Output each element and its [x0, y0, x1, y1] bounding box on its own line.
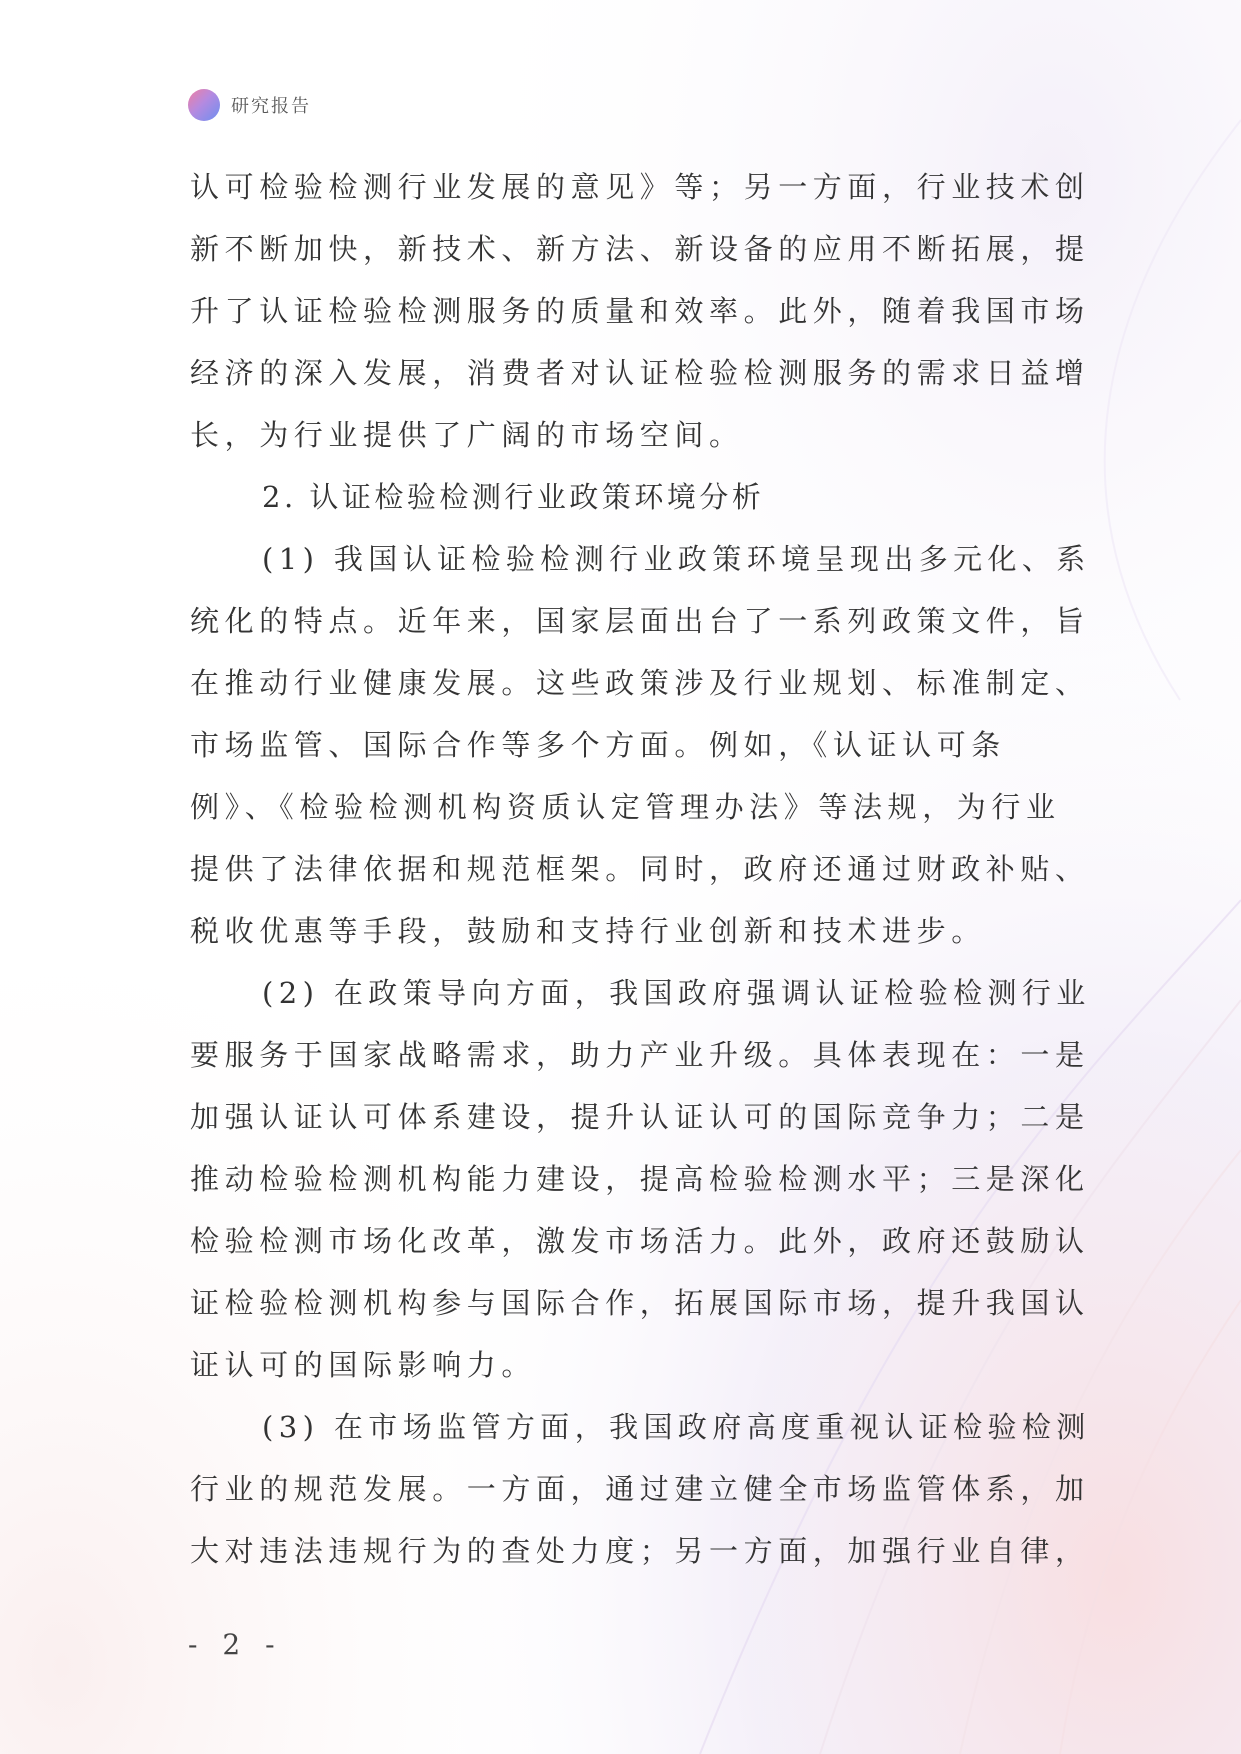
page-number: - 2 - — [188, 1628, 283, 1661]
text-line: 认可检验检测行业发展的意见》等；另一方面，行业技术创 — [190, 170, 1090, 204]
text-line: 大对违法违规行为的查处力度；另一方面，加强行业自律， — [190, 1534, 1090, 1568]
text-line: 税收优惠等手段，鼓励和支持行业创新和技术进步。 — [190, 914, 986, 948]
body-text — [190, 156, 1091, 1582]
text-line: 要服务于国家战略需求，助力产业升级。具体表现在：一是 — [190, 1038, 1090, 1072]
text-line: 行业的规范发展。一方面，通过建立健全市场监管体系，加 — [190, 1472, 1090, 1506]
text-line: 新不断加快，新技术、新方法、新设备的应用不断拓展，提 — [190, 232, 1090, 266]
paragraph-start: (2) 在政策导向方面，我国政府强调认证检验检测行业 — [262, 976, 1091, 1010]
text-line: 长，为行业提供了广阔的市场空间。 — [190, 418, 744, 452]
text-line: 在推动行业健康发展。这些政策涉及行业规划、标准制定、 — [190, 666, 1090, 700]
text-line: 加强认证认可体系建设，提升认证认可的国际竞争力；二是 — [190, 1100, 1090, 1134]
text-line: 统化的特点。近年来，国家层面出台了一系列政策文件，旨 — [190, 604, 1090, 638]
text-line: 提供了法律依据和规范框架。同时，政府还通过财政补贴、 — [190, 852, 1090, 886]
text-line: 证检验检测机构参与国际合作，拓展国际市场，提升我国认 — [190, 1286, 1090, 1320]
text-line: 检验检测市场化改革，激发市场活力。此外，政府还鼓励认 — [190, 1224, 1090, 1258]
section-heading: 2. 认证检验检测行业政策环境分析 — [262, 480, 765, 514]
logo-icon — [188, 89, 220, 121]
paragraph-start: (3) 在市场监管方面，我国政府高度重视认证检验检测 — [262, 1410, 1091, 1444]
text-line: 升了认证检验检测服务的质量和效率。此外，随着我国市场 — [190, 294, 1090, 328]
text-line: 推动检验检测机构能力建设，提高检验检测水平；三是深化 — [190, 1162, 1090, 1196]
paragraph-start: (1) 我国认证检验检测行业政策环境呈现出多元化、系 — [262, 542, 1091, 576]
header-label: 研究报告 — [231, 96, 311, 117]
text-line: 经济的深入发展，消费者对认证检验检测服务的需求日益增 — [190, 356, 1090, 390]
text-line: 市场监管、国际合作等多个方面。例如，《认证认可条 — [190, 728, 1006, 762]
text-line: 例》、《检验检测机构资质认定管理办法》等法规，为行业 — [190, 790, 1061, 824]
text-line: 证认可的国际影响力。 — [190, 1348, 537, 1382]
report-header — [188, 88, 311, 122]
